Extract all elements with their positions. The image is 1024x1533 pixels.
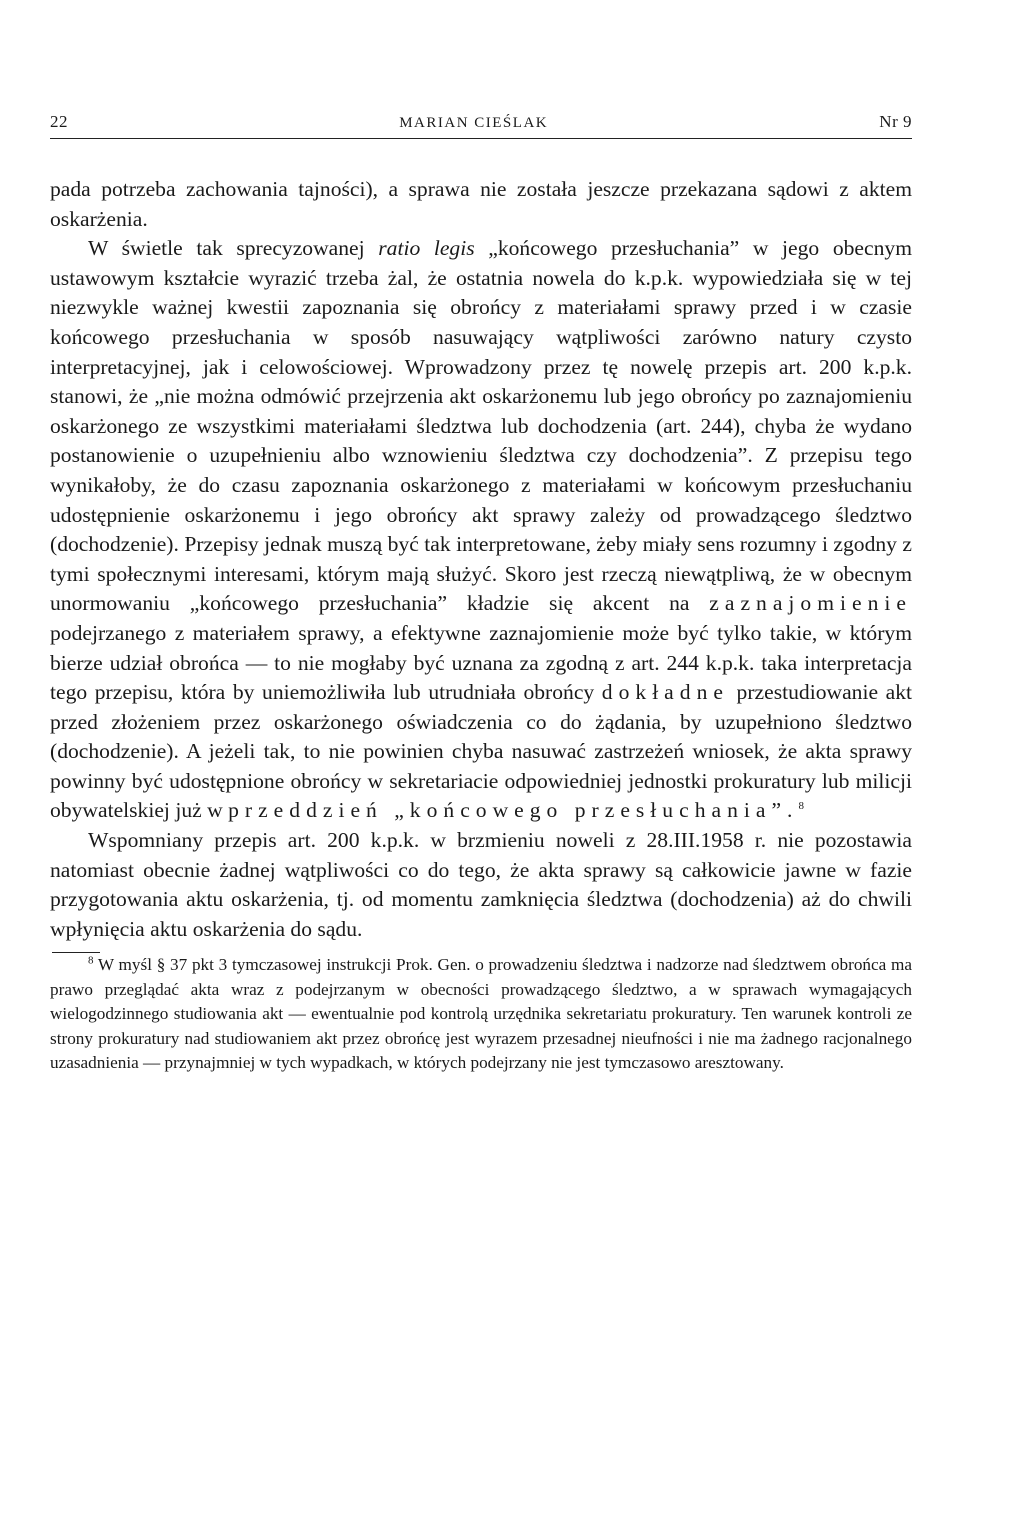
text-run: przestudiowanie akt przed złożeniem przez oskarżonego oświadczenia co do żądania, by uzupełniono śledztwo (dochodzenie). A jeżeli tak, to nie powinien chyba nasuwać zastrzeżeń wniosek, że akta sprawy powinny być udostępnione obrońcy w sekretariacie odpowiedniej jednostki prokuratury lub milicji obywatelskiej już w	[50, 680, 913, 823]
main-text	[50, 175, 912, 944]
paragraph-2	[50, 234, 912, 826]
text-run: W świetle tak sprecyzowanej	[88, 236, 379, 261]
text-run: podejrzanego z materiałem sprawy, a efektywne zaznajomienie może być tylko takie, w którym bierze udział obrońca — to nie mogłaby być uznana za zgodną z art. 244 k.p.k. taka interpretacja tego przepisu, która by uniemożliwiła lub utrudniała obrońcy	[50, 620, 912, 705]
spaced-emphasis: zaznajomienie	[709, 591, 912, 616]
footnotes	[50, 953, 912, 1075]
spaced-emphasis: przeddzień „końcowego przesłuchania”.	[228, 798, 799, 823]
issue-number: Nr 9	[879, 112, 912, 131]
page	[50, 112, 912, 1075]
footnote	[50, 953, 912, 1075]
running-header	[50, 112, 912, 139]
footnote-text: W myśl § 37 pkt 3 tymczasowej instrukcji Prok. Gen. o prowadzeniu śledztwa i nadzorze nad śledztwem obrońca ma prawo przeglądać akta wraz z podejrzanym w obecności prowadzącego śledztwo, a w sprawach wymagających wielogodzinnego studiowania akt — ewentualnie pod kontrolą urzędnika sekretariatu prokuratury. Ten warunek kontroli ze strony prokuratury nad studiowaniem akt przez obrońcę jest wyrazem przesadnej nieufności i nie ma żadnego racjonalnego uzasadnienia — przynajmniej w tych wypadkach, w których podejrzany nie jest tymczasowo aresztowany.	[50, 955, 912, 1073]
italic-term: ratio legis	[378, 236, 475, 261]
paragraph-1: pada potrzeba zachowania tajności), a sprawa nie została jeszcze przekazana sądowi z aktem oskarżenia.	[50, 177, 912, 231]
footnote-ref: 8	[798, 800, 804, 813]
text-run: „końcowego przesłuchania” w jego obecnym ustawowym kształcie wyrazić trzeba żal, że ostatnia nowela do k.p.k. wypowiedziała się w tej niezwykle ważnej kwestii zapoznania się obrońcy z materiałami sprawy przed i w czasie końcowego przesłuchania w sposób nasuwający wątpliwości zarówno natury czysto interpretacyjnej, jak i celowościowej. Wprowadzony przez tę nowelę przepis art. 200 k.p.k. stanowi, że „nie można odmówić przejrzenia akt oskarżonemu lub jego obrońcy po zaznajomieniu oskarżonego ze wszystkimi materiałami śledztwa lub dochodzenia (art. 244), chyba że wydano postanowienie o uzupełnieniu albo wznowieniu śledztwa czy dochodzenia”. Z przepisu tego wynikałoby, że do czasu zapoznania oskarżonego z materiałami w końcowym przesłuchaniu udostępnienie oskarżonemu i jego obrońcy akt sprawy zależy od prowadzącego śledztwo (dochodzenie). Przepisy jednak muszą być tak interpretowane, żeby miały sens rozumny i zgodny z tymi społecznymi interesami, którym mają służyć. Skoro jest rzeczą niewątpliwą, że w obecnym unormowaniu „końcowego przesłuchania” kładzie się akcent na	[50, 236, 912, 616]
paragraph-3: Wspomniany przepis art. 200 k.p.k. w brzmieniu noweli z 28.III.1958 r. nie pozostawia natomiast obecnie żadnej wątpliwości co do tego, że akta sprawy są całkowicie jawne w fazie przygotowania aktu oskarżenia, tj. od momentu zamknięcia śledztwa (dochodzenia) aż do chwili wpłynięcia aktu oskarżenia do sądu.	[50, 828, 912, 941]
spaced-emphasis: dokładne	[601, 680, 729, 705]
page-number: 22	[50, 112, 68, 131]
running-head-author: MARIAN CIEŚLAK	[399, 115, 549, 131]
footnote-number: 8	[88, 954, 94, 967]
